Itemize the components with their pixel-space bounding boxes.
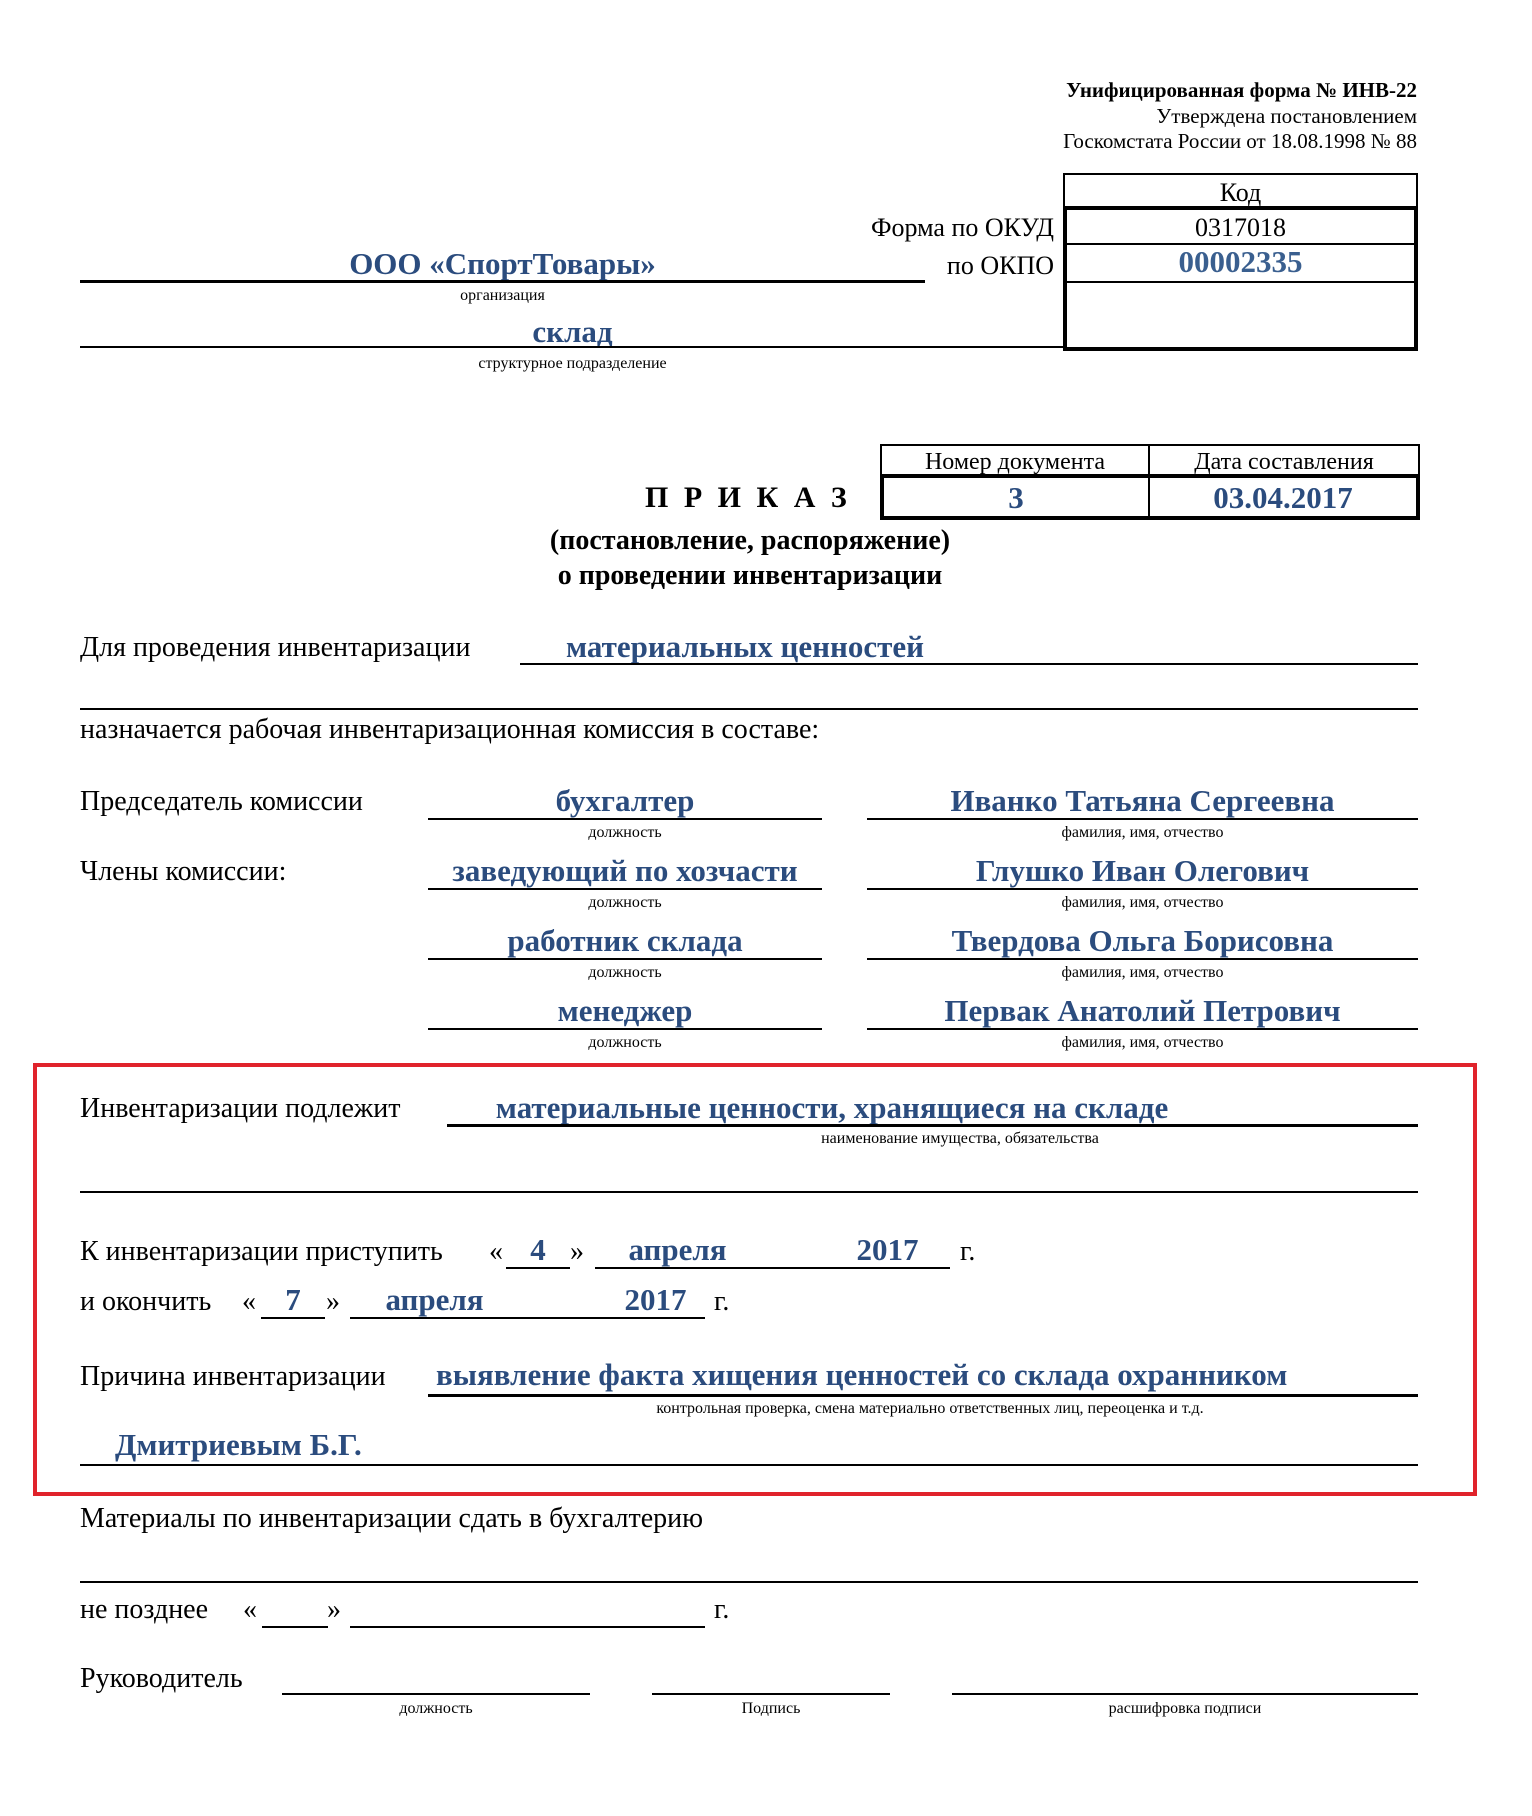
submission-label: Материалы по инвентаризации сдать в бухгалтерию <box>80 1503 704 1534</box>
deadline-open-quote: « <box>243 1594 257 1625</box>
chair-label: Председатель комиссии <box>80 786 363 817</box>
chair-position[interactable]: бухгалтер <box>555 783 695 818</box>
member-name-line <box>867 888 1418 890</box>
order-subtitle-1: (постановление, распоряжение) <box>549 525 951 556</box>
member-name-caption: фамилия, имя, отчество <box>1061 964 1224 981</box>
okud-code-value: 0317018 <box>1195 213 1286 242</box>
purpose-value[interactable]: материальных ценностей <box>565 629 924 664</box>
member-name[interactable]: Глушко Иван Олегович <box>975 853 1310 888</box>
doc-table-header <box>880 444 1420 476</box>
member-name[interactable]: Первак Анатолий Петрович <box>944 993 1341 1028</box>
start-close-quote: » <box>570 1236 584 1267</box>
chair-name[interactable]: Иванко Татьяна Сергеевна <box>950 783 1335 818</box>
codes-body <box>1063 206 1418 351</box>
deadline-day-line <box>262 1626 328 1628</box>
member-position[interactable]: работник склада <box>507 923 743 958</box>
approved-line-1: Утверждена постановлением <box>1156 104 1417 128</box>
end-close-quote: » <box>326 1286 340 1317</box>
doc-number-header <box>882 446 1150 476</box>
document-number-table <box>880 444 1420 520</box>
extra-code-cell[interactable] <box>1067 283 1414 347</box>
division-line <box>80 346 1065 348</box>
end-month[interactable]: апреля <box>385 1282 484 1317</box>
doc-number-cell[interactable] <box>884 478 1150 516</box>
doc-date-cell[interactable] <box>1150 478 1416 516</box>
division-value[interactable]: склад <box>532 314 613 349</box>
member-position-line <box>428 888 822 890</box>
end-day[interactable]: 7 <box>285 1282 301 1317</box>
form-title: Унифицированная форма № ИНВ-22 <box>1066 78 1417 102</box>
end-year[interactable]: 2017 <box>624 1282 687 1317</box>
end-label: и окончить <box>80 1286 212 1317</box>
deadline-month-year-line <box>350 1626 705 1628</box>
end-month-year-line <box>350 1317 705 1319</box>
purpose-label: Для проведения инвентаризации <box>80 632 471 663</box>
end-open-quote: « <box>242 1286 256 1317</box>
member-name-caption: фамилия, имя, отчество <box>1061 1034 1224 1051</box>
reason-value[interactable]: выявление факта хищения ценностей со склада охранником <box>436 1357 1288 1392</box>
subject-value[interactable]: материальные ценности, хранящиеся на складе <box>495 1090 1169 1125</box>
subject-line <box>447 1124 1418 1127</box>
start-label: К инвентаризации приступить <box>80 1236 443 1267</box>
codes-table <box>1063 173 1418 350</box>
doc-number-value: 3 <box>1008 480 1024 515</box>
member-name-line <box>867 1028 1418 1030</box>
okud-label: Форма по ОКУД <box>871 213 1054 242</box>
doc-date-header <box>1150 446 1418 476</box>
reason-line <box>428 1394 1418 1397</box>
approved-line-2: Госкомстата России от 18.08.1998 № 88 <box>1063 129 1417 153</box>
reason-line-2 <box>80 1464 1418 1466</box>
head-signature-line <box>652 1693 890 1695</box>
deadline-year-suffix: г. <box>714 1594 730 1625</box>
okpo-label: по ОКПО <box>946 251 1054 280</box>
commission-intro: назначается рабочая инвентаризационная комиссия в составе: <box>80 714 820 745</box>
order-title: П Р И К А З <box>645 481 851 514</box>
start-day-line <box>506 1267 570 1269</box>
okud-code-cell[interactable] <box>1067 210 1414 245</box>
start-year-suffix: г. <box>960 1236 976 1267</box>
division-caption: структурное подразделение <box>478 355 667 372</box>
submission-line <box>80 1581 1418 1583</box>
purpose-line <box>520 663 1418 665</box>
codes-header-label: Код <box>1219 178 1262 207</box>
organization-line <box>80 280 925 283</box>
start-month-year-line <box>595 1267 950 1269</box>
member-position-caption: должность <box>588 964 662 981</box>
head-decoding-caption: расшифровка подписи <box>1108 1700 1262 1717</box>
member-position[interactable]: менеджер <box>557 993 693 1028</box>
deadline-label: не позднее <box>80 1594 209 1625</box>
member-name[interactable]: Твердова Ольга Борисовна <box>951 923 1334 958</box>
members-label: Члены комиссии: <box>80 856 287 887</box>
head-position-caption: должность <box>399 1700 473 1717</box>
subject-label: Инвентаризации подлежит <box>80 1093 401 1124</box>
head-decoding-line <box>952 1693 1418 1695</box>
chair-name-line <box>867 818 1418 820</box>
reason-caption: контрольная проверка, смена материально ответственных лиц, переоценка и т.д. <box>656 1400 1204 1417</box>
okpo-code-cell[interactable] <box>1067 245 1414 283</box>
subject-caption: наименование имущества, обязательства <box>821 1130 1099 1147</box>
okpo-code-value: 00002335 <box>1178 244 1303 279</box>
doc-table-values <box>880 474 1420 520</box>
member-position-caption: должность <box>588 1034 662 1051</box>
member-position[interactable]: заведующий по хозчасти <box>452 853 798 888</box>
deadline-close-quote: » <box>327 1594 341 1625</box>
chair-position-line <box>428 818 822 820</box>
member-position-line <box>428 1028 822 1030</box>
member-name-line <box>867 958 1418 960</box>
reason-label: Причина инвентаризации <box>80 1361 386 1392</box>
doc-number-header-label: Номер документа <box>924 449 1106 475</box>
end-year-suffix: г. <box>714 1286 730 1317</box>
member-name-caption: фамилия, имя, отчество <box>1061 894 1224 911</box>
start-year[interactable]: 2017 <box>856 1232 919 1267</box>
doc-date-value: 03.04.2017 <box>1213 480 1353 515</box>
head-signature-caption: Подпись <box>741 1700 801 1717</box>
subject-line-2 <box>80 1191 1418 1193</box>
start-day[interactable]: 4 <box>530 1232 546 1267</box>
head-position-line <box>282 1693 590 1695</box>
organization-caption: организация <box>460 287 545 304</box>
purpose-line-2 <box>80 708 1418 710</box>
chair-position-caption: должность <box>588 824 662 841</box>
organization-value[interactable]: ООО «СпортТовары» <box>349 246 656 281</box>
member-position-line <box>428 958 822 960</box>
start-month[interactable]: апреля <box>628 1232 727 1267</box>
end-day-line <box>261 1317 325 1319</box>
head-label: Руководитель <box>80 1663 243 1694</box>
reason-value-line-2[interactable]: Дмитриевым Б.Г. <box>115 1427 362 1462</box>
chair-name-caption: фамилия, имя, отчество <box>1061 824 1224 841</box>
doc-date-header-label: Дата составления <box>1194 449 1374 475</box>
codes-header <box>1063 173 1418 208</box>
order-subtitle-2: о проведении инвентаризации <box>557 560 943 591</box>
member-position-caption: должность <box>588 894 662 911</box>
start-open-quote: « <box>489 1236 503 1267</box>
